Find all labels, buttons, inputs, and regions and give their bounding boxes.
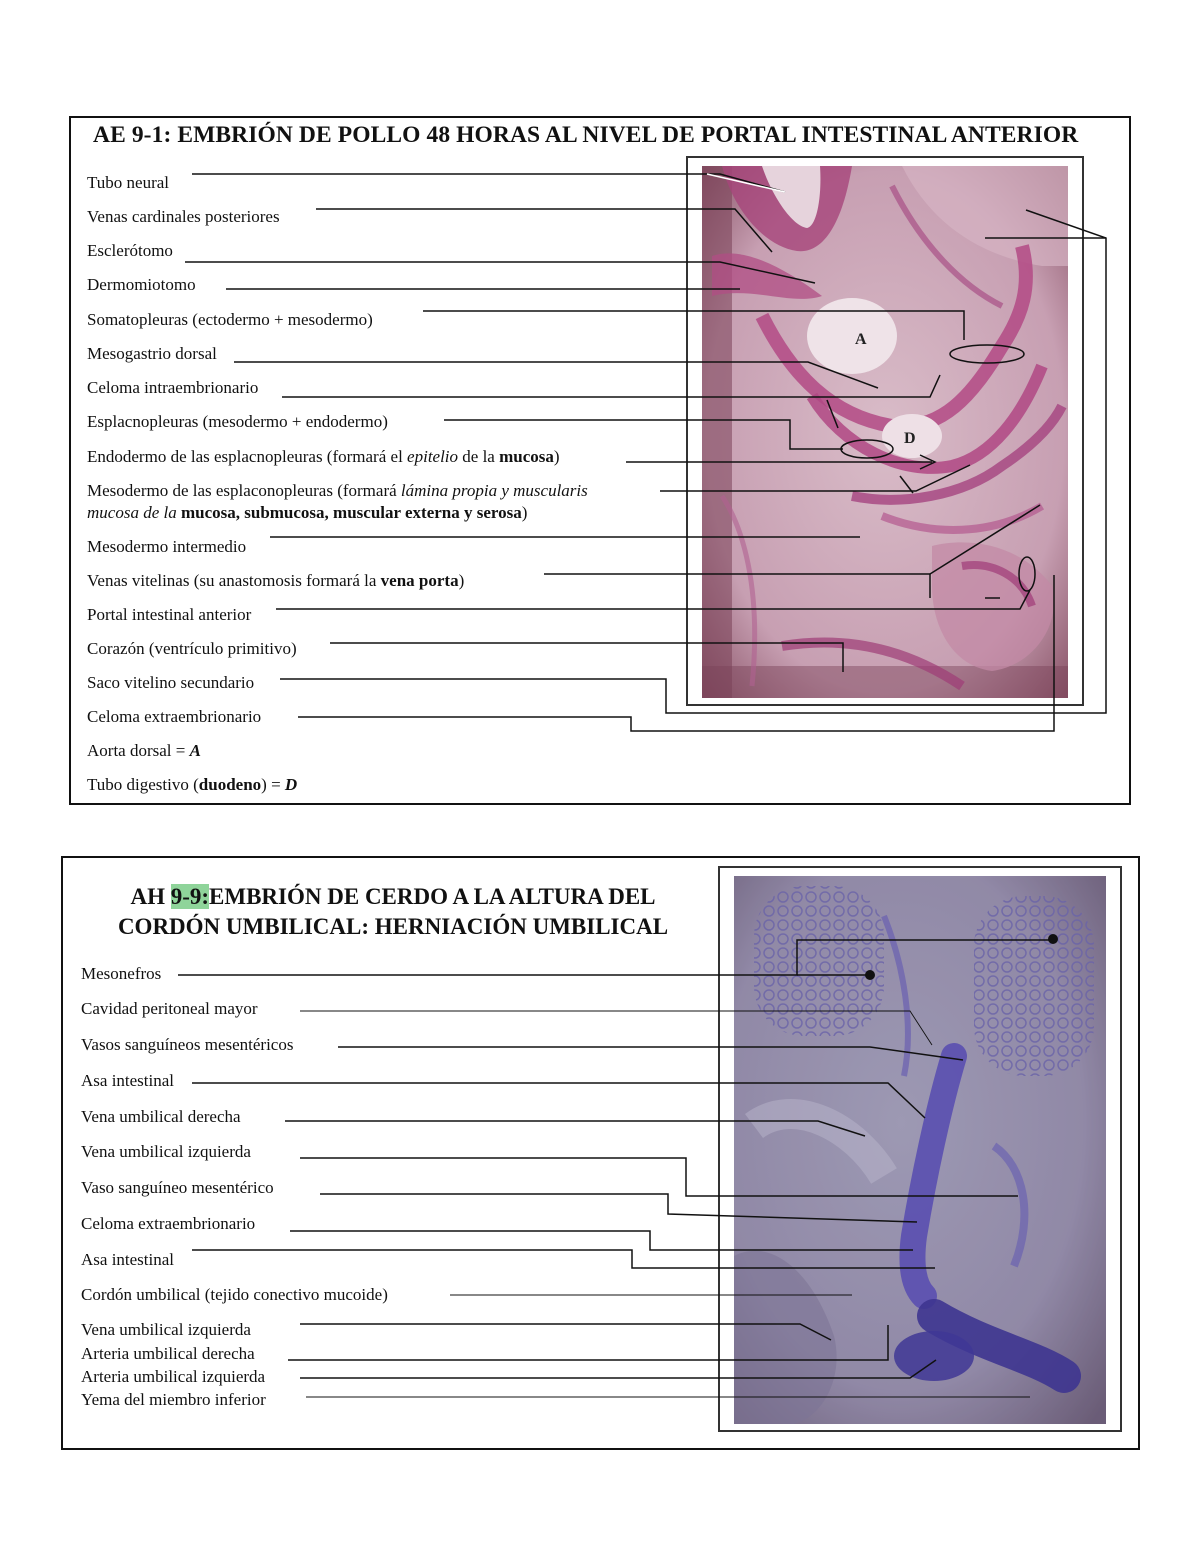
label-vasos-mesentericos: Vasos sanguíneos mesentéricos [81, 1035, 294, 1054]
pig-embryo-section-image [734, 876, 1106, 1424]
label-vena-umb-izquierda-1: Vena umbilical izquierda [81, 1142, 251, 1161]
title-highlight: 9-9: [170, 884, 210, 909]
label-venas-vitelinas: Venas vitelinas (su anastomosis formará la vena porta) [87, 571, 465, 590]
chick-embryo-micrograph [702, 166, 1068, 698]
label-dermomiotomo: Dermomiotomo [87, 275, 196, 294]
label-somatopleuras: Somatopleuras (ectodermo + mesodermo) [87, 310, 373, 329]
label-cavidad-peritoneal: Cavidad peritoneal mayor [81, 999, 258, 1018]
chick-embryo-section-image [702, 166, 1068, 698]
label-venas-cardinales: Venas cardinales posteriores [87, 207, 280, 226]
label-mesodermo-esplac-l2: mucosa de la mucosa, submucosa, muscular externa y serosa) [87, 503, 528, 522]
label-endodermo: Endodermo de las esplacnopleuras (formará el epitelio de la mucosa) [87, 447, 560, 466]
label-portal-intestinal: Portal intestinal anterior [87, 605, 252, 624]
pig-embryo-micrograph [734, 876, 1106, 1424]
label-arteria-umb-izquierda: Arteria umbilical izquierda [81, 1367, 266, 1386]
label-celoma-intra: Celoma intraembrionario [87, 378, 259, 397]
label-mesodermo-intermedio: Mesodermo intermedio [87, 537, 247, 556]
label-mesonefros: Mesonefros [81, 964, 162, 983]
photo-letter-d: D [904, 430, 916, 447]
label-asa-intestinal-1: Asa intestinal [81, 1071, 175, 1090]
label-vena-umb-izquierda-2: Vena umbilical izquierda [81, 1320, 251, 1339]
label-cordon-umbilical: Cordón umbilical (tejido conectivo mucoide) [81, 1285, 388, 1304]
label-vena-umb-derecha: Vena umbilical derecha [81, 1107, 241, 1126]
label-esclerotomo: Esclerótomo [87, 241, 173, 260]
label-yema-miembro: Yema del miembro inferior [81, 1390, 266, 1409]
photo-letter-a: A [855, 331, 867, 348]
label-saco-vitelino: Saco vitelino secundario [87, 673, 255, 692]
label-celoma-extra-2: Celoma extraembrionario [81, 1214, 256, 1233]
panel2-title: AH 9-9:EMBRIÓN DE CERDO A LA ALTURA DEL CORDÓN UMBILICAL: HERNIACIÓN UMBILICAL [117, 884, 669, 939]
label-vaso-mesenterico: Vaso sanguíneo mesentérico [81, 1178, 274, 1197]
label-asa-intestinal-2: Asa intestinal [81, 1250, 175, 1269]
label-arteria-umb-derecha: Arteria umbilical derecha [81, 1344, 255, 1363]
label-aorta-dorsal: Aorta dorsal = A [87, 741, 201, 760]
label-mesogastrio: Mesogastrio dorsal [87, 344, 217, 363]
label-mesodermo-esplac-l1: Mesodermo de las esplaconopleuras (formará lámina propia y muscularis [87, 481, 588, 500]
label-tubo-neural: Tubo neural [87, 173, 170, 192]
panel1-title: AE 9-1: EMBRIÓN DE POLLO 48 HORAS AL NIVEL DE PORTAL INTESTINAL ANTERIOR [93, 122, 1079, 148]
label-celoma-extra: Celoma extraembrionario [87, 707, 262, 726]
label-corazon: Corazón (ventrículo primitivo) [87, 639, 297, 658]
label-esplacnopleuras: Esplacnopleuras (mesodermo + endodermo) [87, 412, 388, 431]
label-tubo-digestivo: Tubo digestivo (duodeno) = D [87, 775, 298, 794]
